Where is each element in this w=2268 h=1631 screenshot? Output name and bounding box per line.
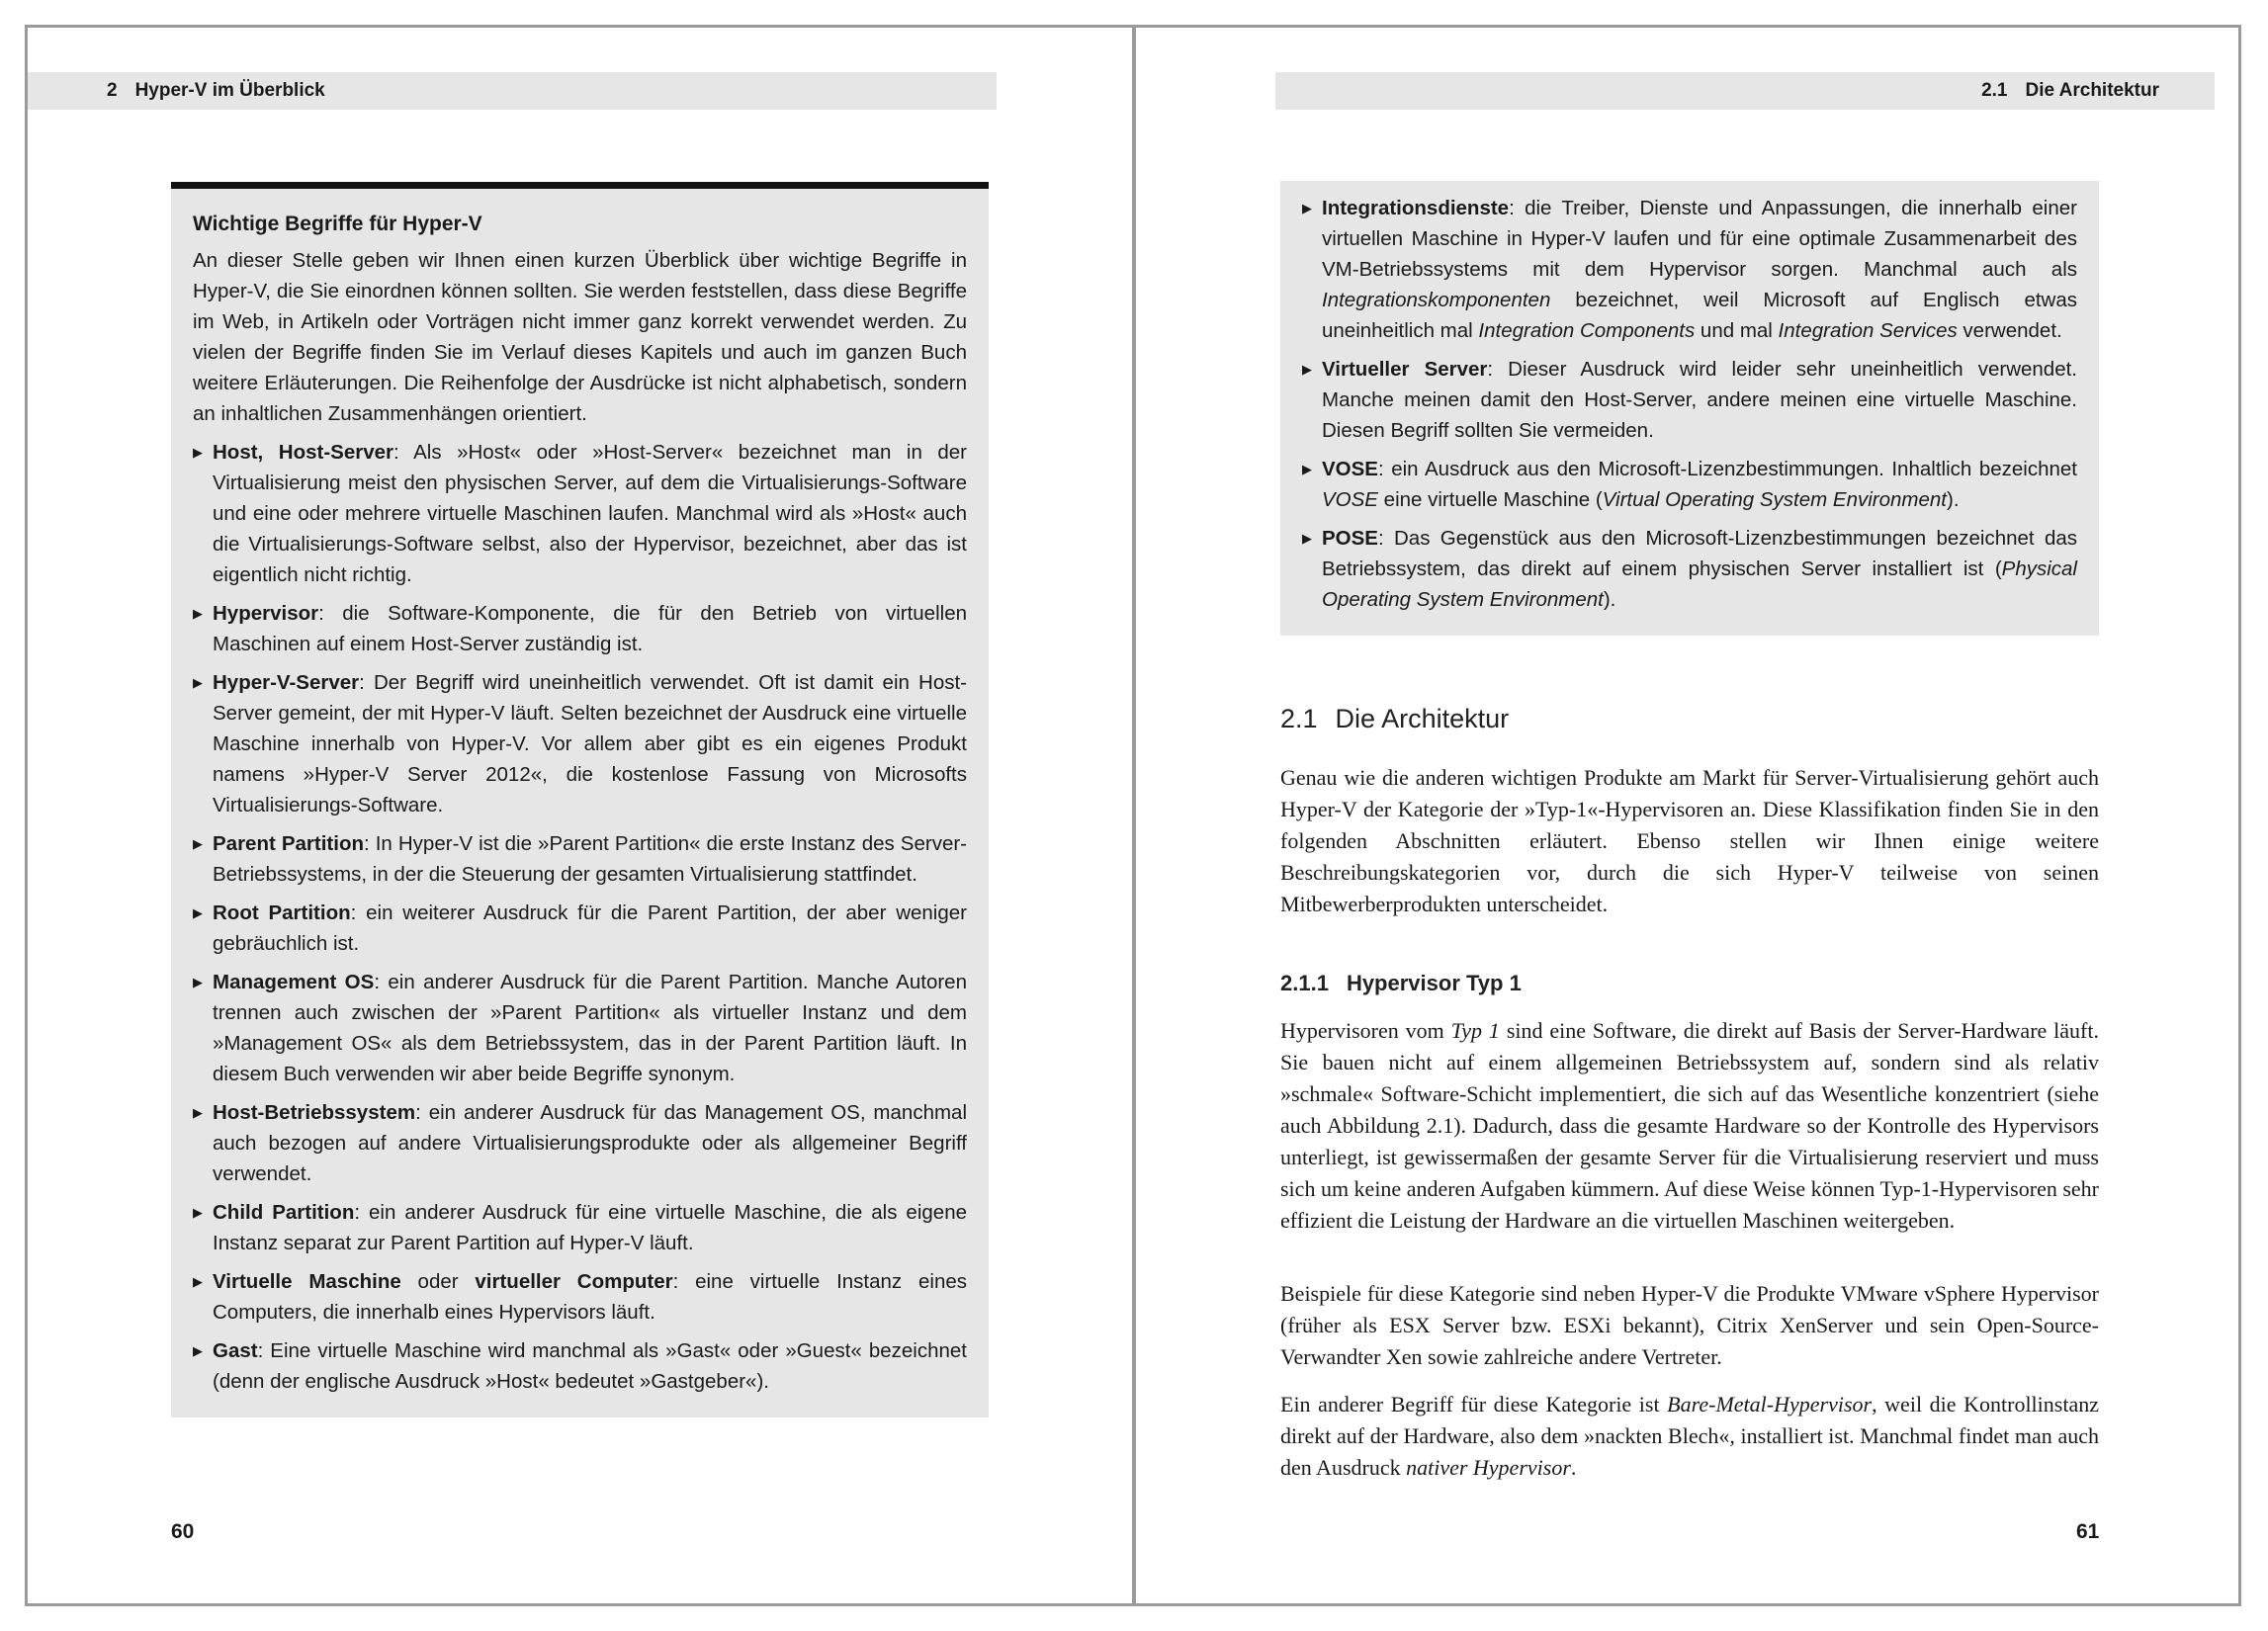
- chapter-number: 2: [107, 80, 118, 101]
- terms-box-continued: [1280, 181, 2099, 636]
- bullet-icon: ▶: [193, 1274, 203, 1289]
- term: Integrationsdienste: [1322, 197, 1510, 219]
- bullet-icon: ▶: [1302, 462, 1312, 476]
- term: Child Partition: [213, 1201, 355, 1224]
- list-item: [1302, 523, 2077, 615]
- page-number-right: 61: [2076, 1520, 2100, 1543]
- bullet-icon: ▶: [193, 606, 203, 621]
- term: Host-Betriebssystem: [213, 1101, 416, 1124]
- section-number: 2.1: [1981, 80, 2008, 101]
- emphasis: Virtual Operating System Environment: [1602, 488, 1947, 511]
- definition: : Der Begriff wird uneinheitlich verwendet. Oft ist damit ein Host-Server gemeint, der mit Hyper-V läuft. Selten bezeichnet der Ausdruck eine virtuelle Maschine innerhalb von Hyper-V. Vor allem aber gibt es ein eigenes Produkt namens »Hyper-V Server 2012«, die kostenlose Fassung von Microsofts Virtualisierungs-Software.: [213, 671, 967, 816]
- term: Management OS: [213, 971, 375, 993]
- emphasis: Bare-Metal-Hypervisor: [1667, 1392, 1873, 1416]
- list-item: [193, 898, 967, 959]
- definition: : Dieser Ausdruck wird leider sehr uneinheitlich verwendet. Manche meinen damit den Host-Server, andere meinen eine virtuelle Maschine. Diesen Begriff sollten Sie vermeiden.: [1322, 358, 2077, 442]
- term: Host, Host-Server: [213, 441, 393, 464]
- paragraph-text: sind eine Software, die direkt auf Basis der Server-Hardware läuft. Sie bauen nicht auf einem allgemeinen Betriebssystem auf, sondern sind als relativ »schmale« Software-Schicht implementiert, die sich auf das Wesentliche konzentriert (siehe auch Abbildung 2.1). Dadurch, dass die gesamte Hardware so der Kontrolle des Hypervisors unterliegt, ist gewissermaßen der gesamte Server für die Virtualisierung reserviert und muss sich um keine anderen Aufgaben kümmern. Auf diese Weise können Typ-1-Hypervisoren sehr effizient die Leistung der Hardware an die virtuellen Maschinen weitergeben.: [1280, 1018, 2099, 1233]
- paragraph-text: .: [1570, 1455, 1577, 1480]
- section-heading-number: 2.1: [1280, 704, 1318, 733]
- definition: : die Software-Komponente, die für den Betrieb von virtuellen Maschinen auf einem Host-Server zuständig ist.: [213, 602, 967, 655]
- emphasis: Integration Components: [1478, 319, 1696, 342]
- term: Gast: [213, 1339, 258, 1362]
- term: Hypervisor: [213, 602, 319, 625]
- definition: : ein anderer Ausdruck für das Management OS, manchmal auch bezogen auf andere Virtualisierungsprodukte oder als allgemeiner Begriff verwendet.: [213, 1101, 967, 1185]
- paragraph-text: , weil die Kontrollinstanz direkt auf der Hardware, also dem »nackten Blech«, installiert ist. Manchmal findet man auch den Ausdruck: [1280, 1392, 2099, 1480]
- term: VOSE: [1322, 458, 1378, 480]
- term: POSE: [1322, 527, 1378, 550]
- bullet-icon: ▶: [193, 836, 203, 851]
- term: Virtuelle Maschine: [213, 1270, 401, 1293]
- list-item: [1302, 193, 2077, 346]
- bullet-icon: ▶: [193, 975, 203, 989]
- paragraph-text: Ein anderer Begriff für diese Kategorie ist: [1280, 1392, 1668, 1416]
- chapter-title: Hyper-V im Überblick: [134, 80, 325, 101]
- list-item: [193, 437, 967, 590]
- bullet-icon: ▶: [1302, 362, 1312, 377]
- definition: ).: [1947, 488, 1960, 511]
- list-item: [193, 667, 967, 820]
- terms-box: [171, 182, 989, 1417]
- list-item: [193, 967, 967, 1089]
- definition: : ein anderer Ausdruck für die Parent Partition. Manche Autoren trennen auch zwischen der »Parent Partition« als virtueller Instanz und dem »Management OS« als dem Betriebssystem, das in der Parent Partition läuft. In diesem Buch verwenden wir aber beide Begriffe synonym.: [213, 971, 967, 1085]
- definition: : ein Ausdruck aus den Microsoft-Lizenzbestimmungen. Inhaltlich bezeichnet: [1377, 458, 2077, 480]
- list-item: [1302, 354, 2077, 446]
- connector: oder: [400, 1270, 476, 1293]
- definition: : Als »Host« oder »Host-Server« bezeichnet man in der Virtualisierung meist den physischen Server, auf dem die Virtualisierungs-Software und eine oder mehrere virtuelle Maschinen laufen. Manchmal wird als »Host« auch die Virtualisierungs-Software selbst, also der Hypervisor, bezeichnet, aber das ist eigentlich nicht richtig.: [213, 441, 967, 586]
- body-paragraph: Genau wie die anderen wichtigen Produkte am Markt für Server-Virtualisierung gehört auch Hyper-V der Kategorie der »Typ-1«-Hypervisoren an. Diese Klassifikation finden Sie in den folgenden Abschnitten erläutert. Ebenso stellen wir Ihnen einige weitere Beschreibungskategorien vor, durch die sich Hyper-V teilweise von seinen Mitbewerberprodukten unterscheidet.: [1280, 765, 2099, 916]
- definition: : die Treiber, Dienste und Anpassungen, die innerhalb einer virtuellen Maschine in Hyper-V laufen und für eine optimale Zusammenarbeit des VM-Betriebssystems mit dem Hypervisor sorgen. Manchmal auch als: [1322, 197, 2077, 281]
- definition: ).: [1603, 588, 1616, 611]
- paragraph-text: Hypervisoren vom: [1280, 1018, 1451, 1043]
- page-number-left: 60: [171, 1520, 195, 1543]
- definition: : In Hyper-V ist die »Parent Partition« die erste Instanz des Server-Betriebssystems, in der die Steuerung der gesamten Virtualisierung stattfindet.: [213, 832, 968, 886]
- bullet-icon: ▶: [193, 1343, 203, 1358]
- bullet-icon: ▶: [193, 445, 203, 460]
- list-item: [193, 1097, 967, 1189]
- definition: : Eine virtuelle Maschine wird manchmal als »Gast« oder »Guest« bezeichnet (denn der englische Ausdruck »Host« bedeutet »Gastgeber«).: [213, 1339, 967, 1393]
- body-paragraph: [1280, 1389, 2099, 1484]
- bullet-icon: ▶: [193, 675, 203, 690]
- emphasis: Integration Services: [1778, 319, 1958, 342]
- emphasis: Integrationskomponenten: [1322, 289, 1551, 311]
- bullet-icon: ▶: [193, 1205, 203, 1220]
- emphasis: Typ 1: [1450, 1018, 1500, 1043]
- box-title: Wichtige Begriffe für Hyper-V: [193, 213, 482, 235]
- section-heading-title: Die Architektur: [1335, 704, 1510, 733]
- subsection-heading-title: Hypervisor Typ 1: [1346, 971, 1522, 995]
- definition: verwendet.: [1957, 319, 2062, 342]
- bullet-icon: ▶: [193, 905, 203, 920]
- term: Parent Partition: [213, 832, 364, 855]
- definition: : Das Gegenstück aus den Microsoft-Lizenzbestimmungen bezeichnet das Betriebssystem, das direkt auf einem physischen Server installiert ist (: [1322, 527, 2077, 580]
- definition: : eine virtuelle Instanz eines Computers, die innerhalb eines Hypervisors läuft.: [213, 1270, 967, 1324]
- box-intro: An dieser Stelle geben wir Ihnen einen kurzen Überblick über wichtige Begriffe in Hyper-V, die Sie einordnen können sollten. Sie werden feststellen, dass diese Begriffe im Web, in Artikeln oder Vorträgen nicht immer ganz korrekt verwendet werden. Zu vielen der Begriffe finden Sie im Verlauf dieses Kapitels und auch im ganzen Buch weitere Erläuterungen. Die Reihenfolge der Ausdrücke ist nicht alphabetisch, sondern an inhaltlichen Zusammenhängen orientiert.: [193, 249, 967, 425]
- body-paragraph: [1280, 1015, 2099, 1237]
- page-gutter: [1132, 25, 1136, 1606]
- subsection-heading-number: 2.1.1: [1280, 971, 1329, 995]
- bullet-icon: ▶: [1302, 201, 1312, 215]
- running-head-left: [28, 72, 997, 110]
- emphasis: VOSE: [1322, 488, 1378, 511]
- list-item: [193, 1266, 967, 1328]
- bullet-icon: ▶: [193, 1105, 203, 1120]
- definition: eine virtuelle Maschine (: [1377, 488, 1603, 511]
- emphasis: nativer Hypervisor: [1406, 1455, 1571, 1480]
- term: Root Partition: [213, 901, 351, 924]
- term: Virtueller Server: [1322, 358, 1488, 381]
- list-item: [193, 1197, 967, 1258]
- definition: : ein anderer Ausdruck für eine virtuelle Maschine, die als eigene Instanz separat zur Parent Partition auf Hyper-V läuft.: [213, 1201, 967, 1254]
- emphasis: Physical Operating System Environment: [1322, 558, 2077, 611]
- definition: und mal: [1695, 319, 1779, 342]
- running-head-right: [1275, 72, 2215, 110]
- body-paragraph: Beispiele für diese Kategorie sind neben Hyper-V die Produkte VMware vSphere Hypervisor (früher als ESX Server bzw. ESXi bekannt), Citrix XenServer und sein Open-Source-Verwandter Xen sowie zahlreiche andere Vertreter.: [1280, 1281, 2099, 1369]
- list-item: [193, 598, 967, 659]
- term: Hyper-V-Server: [213, 671, 360, 694]
- bullet-icon: ▶: [1302, 531, 1312, 546]
- list-item: [193, 1335, 967, 1397]
- subsection-heading: [1280, 971, 1522, 996]
- list-item: [1302, 454, 2077, 515]
- section-heading: [1280, 704, 1509, 734]
- term: virtueller Computer: [475, 1270, 673, 1293]
- section-title: Die Architektur: [2025, 80, 2159, 101]
- definition: bezeichnet, weil Microsoft auf Englisch etwas uneinheitlich mal: [1322, 289, 2077, 342]
- list-item: [193, 828, 967, 890]
- definition: : ein weiterer Ausdruck für die Parent Partition, der aber weniger gebräuchlich ist.: [213, 901, 967, 955]
